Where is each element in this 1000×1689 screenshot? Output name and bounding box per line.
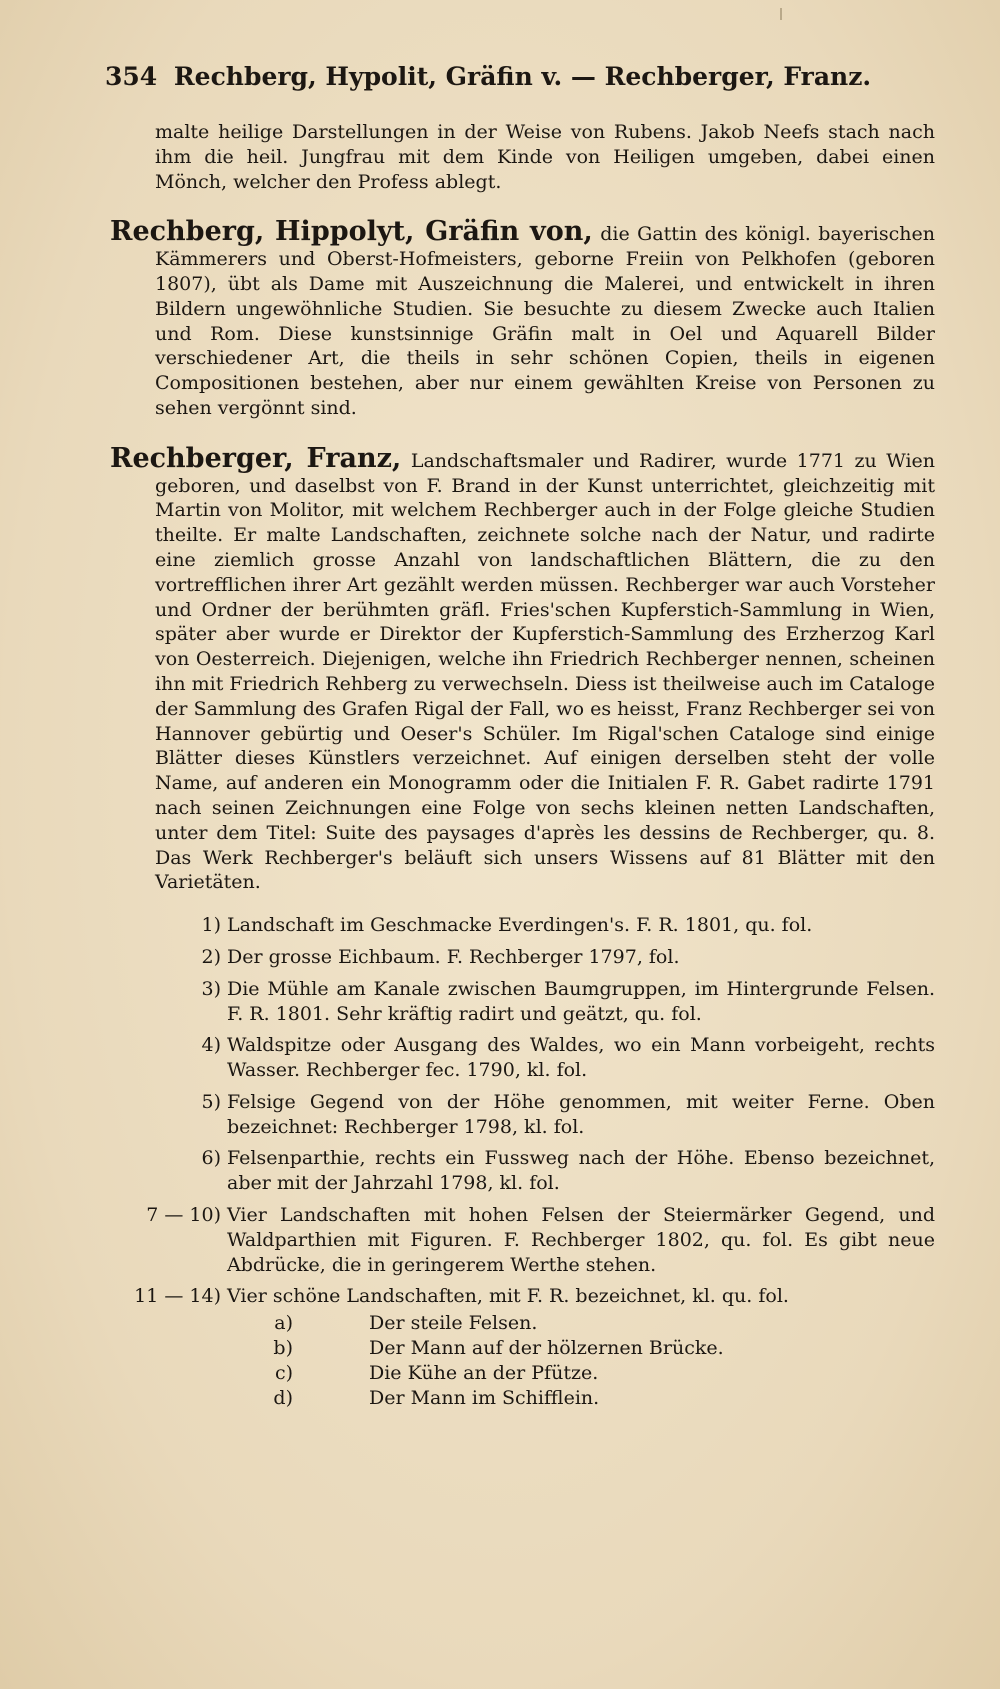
work-number: 5) — [201, 1090, 221, 1113]
sub-works-list — [227, 1311, 935, 1410]
work-text: Felsenparthie, rechts ein Fussweg nach der Höhe. Ebenso bezeichnet, aber mit der Jahrzahl 1798, kl. fol. — [227, 1147, 935, 1195]
work-item — [155, 1090, 935, 1140]
sub-work-text: Der Mann im Schifflein. — [369, 1386, 600, 1409]
work-number: 4) — [201, 1034, 221, 1057]
sub-work-letter: c) — [274, 1361, 293, 1384]
work-number: 7 — 10) — [146, 1204, 221, 1227]
work-text: Landschaft im Geschmacke Everdingen's. F. R. 1801, qu. fol. — [227, 914, 813, 937]
sub-work-letter: b) — [273, 1337, 293, 1360]
work-item — [155, 1146, 935, 1196]
work-item — [155, 1033, 935, 1083]
work-text: Der grosse Eichbaum. F. Rechberger 1797, fol. — [227, 945, 680, 968]
entry-text: Landschaftsmaler und Radirer, wurde 1771 zu Wien geboren, und daselbst von F. Brand in der Kunst unterrichtet, gleichzeitig mit Martin von Molitor, mit welchem Rechberger auch in der Folge gleiche Studien theilte. Er malte Landschaften, zeichnete solche nach der Natur, und radirte eine ziemlich grosse Anzahl von landschaftlichen Blättern, die zu den vortrefflichen ihrer Art gezählt werden müssen. Rechberger war auch Vorsteher und Ordner der berühmten gräfl. Fries'schen Kupferstich-Sammlung in Wien, später aber wurde er Direktor der Kupferstich-Sammlung des Erzherzog Karl von Oesterreich. Diejenigen, welche ihn Friedrich Rechberger nennen, scheinen ihn mit Friedrich Rehberg zu verwechseln. Diess ist theilweise auch im Cataloge der Sammlung des Grafen Rigal der Fall, wo es heisst, Franz Rechberger sei von Hannover gebürtig und Oeser's Schüler. Im Rigal'schen Cataloge sind einige Blätter dieses Künstlers verzeichnet. Auf einigen derselben steht der volle Name, auf anderen ein Monogramm oder die Initialen F. R. Gabet radirte 1791 nach seinen Zeichnungen eine Folge von sechs kleinen netten Landschaften, unter dem Titel: Suite des paysages d'après les dessins de Rechberger, qu. 8. Das Werk Rechberger's beläuft sich unsers Wissens auf 81 Blätter mit den Varietäten. — [155, 449, 935, 894]
sub-work-letter: a) — [274, 1312, 293, 1335]
entry-text: die Gattin des königl. bayerischen Kämmerers und Oberst-Hofmeisters, geborne Freiin von Pelkhofen (geboren 1807), übt als Dame mit Auszeichnung die Malerei, und entwickelt in ihren Bildern ungewöhnliche Studien. Sie besuchte zu diesem Zwecke auch Italien und Rom. Diese kunstsinnige Gräfin malt in Oel und Aquarell Bilder verschiedener Art, die theils in sehr schönen Copien, theils in eigenen Compositionen bestehen, aber nur einem gewählten Kreise von Personen zu sehen vergönnt sind. — [155, 223, 935, 419]
running-header — [105, 62, 925, 91]
page-number: 354 — [105, 62, 158, 91]
sub-work-text: Der steile Felsen. — [369, 1312, 538, 1335]
sub-work-text: Die Kühe an der Pfütze. — [369, 1361, 599, 1384]
work-item — [155, 913, 935, 938]
work-number: 1) — [201, 914, 221, 937]
running-title: Rechberg, Hypolit, Gräfin v. — Rechberger, Franz. — [173, 62, 872, 91]
sub-work-item — [227, 1361, 935, 1386]
work-number: 3) — [201, 977, 221, 1000]
sub-work-letter: d) — [273, 1386, 293, 1409]
work-number: 6) — [201, 1147, 221, 1170]
sub-work-text: Der Mann auf der hölzernen Brücke. — [369, 1337, 724, 1360]
sub-work-item — [227, 1386, 935, 1411]
sub-work-item — [227, 1336, 935, 1361]
work-text: Vier Landschaften mit hohen Felsen der Steiermärker Gegend, und Waldparthien mit Figuren. F. Rechberger 1802, qu. fol. Es gibt neue Abdrücke, die in geringerem Werthe stehen. — [227, 1204, 935, 1276]
entry-lemma: Rechberg, Hippolyt, Gräfin von, — [110, 216, 593, 248]
work-text: Die Mühle am Kanale zwischen Baumgruppen, im Hintergrunde Felsen. F. R. 1801. Sehr kräftig radirt und geätzt, qu. fol. — [227, 977, 935, 1025]
sub-work-item — [227, 1311, 935, 1336]
works-list — [134, 913, 935, 1410]
work-item — [155, 977, 935, 1027]
entry-rechberger-franz — [110, 442, 935, 895]
work-item — [134, 1284, 935, 1410]
work-item — [146, 1203, 935, 1277]
continuation-paragraph: malte heilige Darstellungen in der Weise von Rubens. Jakob Neefs stach nach ihm die heil. Jungfrau mit dem Kinde von Heiligen umgeben, dabei einen Mönch, welcher den Profess ablegt. — [155, 121, 935, 193]
entry-rechberg-hippolyt — [110, 216, 935, 420]
work-text: Waldspitze oder Ausgang des Waldes, wo ein Mann vorbeigeht, rechts Wasser. Rechberger fec. 1790, kl. fol. — [227, 1034, 935, 1082]
work-number: 11 — 14) — [134, 1285, 221, 1308]
work-text: Vier schöne Landschaften, mit F. R. bezeichnet, kl. qu. fol. — [227, 1285, 789, 1308]
work-number: 2) — [201, 945, 221, 968]
page-edge-mark — [780, 8, 782, 20]
work-text: Felsige Gegend von der Höhe genommen, mit weiter Ferne. Oben bezeichnet: Rechberger 1798, kl. fol. — [227, 1090, 935, 1138]
page-body — [110, 120, 935, 1417]
work-item — [155, 945, 935, 970]
entry-lemma: Rechberger, Franz, — [110, 442, 402, 474]
